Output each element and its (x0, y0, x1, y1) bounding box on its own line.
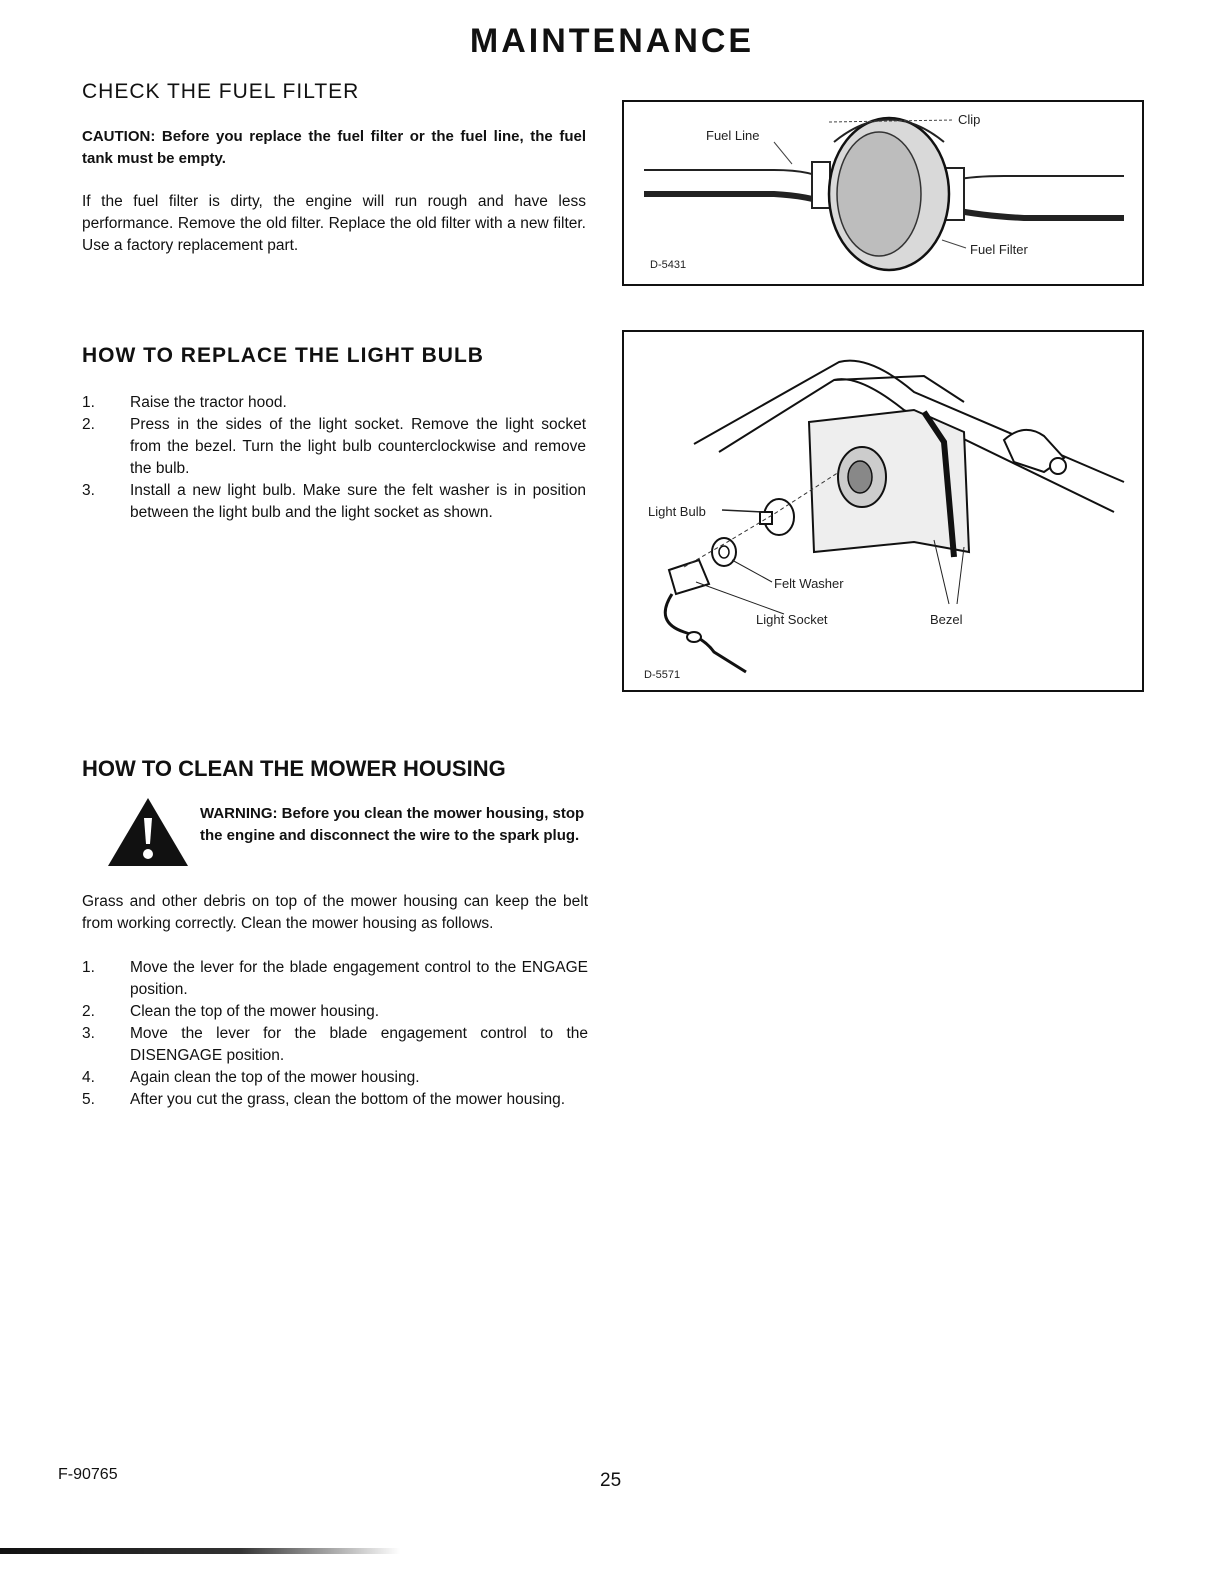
light-bulb-illustration (624, 332, 1142, 690)
mower-step: 4. Again clean the top of the mower housing. (82, 1069, 420, 1086)
clamp-bolt (1050, 458, 1066, 474)
bulb-base (760, 512, 772, 524)
warning-text: Before you clean the mower housing, stop the engine and disconnect the wire to the spark plug. (200, 805, 585, 844)
washer-hole (719, 546, 729, 558)
mower-step: 2. Clean the top of the mower housing. (82, 1003, 380, 1020)
leader-light-socket (696, 582, 784, 614)
mower-step: 3. Move the lever for the blade engagement control to the DISENGAGE position. (82, 1025, 588, 1064)
fuel-filter-figure (622, 100, 1144, 286)
fuel-filter-body: If the fuel filter is dirty, the engine will run rough and have less performance. Remove the old filter. Replace the old filter with a new filter. Use a factory replacement part. (82, 193, 586, 254)
warning-label: WARNING: (200, 805, 278, 822)
leader-light-bulb (722, 510, 764, 512)
light-bulb-heading: HOW TO REPLACE THE LIGHT BULB (82, 344, 484, 367)
mower-steps (82, 957, 588, 1111)
leader-bezel-a (934, 540, 949, 604)
light-bulb-step: 2. Press in the sides of the light socket. Remove the light socket from the bezel. Turn the light bulb counterclockwise and remove the bulb. (82, 416, 586, 477)
fuel-line-right-top (954, 176, 1124, 180)
footer-code: F-90765 (58, 1466, 118, 1483)
clip-left (812, 162, 830, 208)
label-clip: Clip (958, 112, 981, 127)
fuel-line-left-bottom (644, 194, 829, 204)
fuel-filter-caution (82, 126, 586, 170)
page-title: MAINTENANCE (469, 22, 755, 60)
wire-connector (687, 632, 701, 642)
leader-felt-washer (732, 560, 772, 582)
mower-housing-heading: HOW TO CLEAN THE MOWER HOUSING (82, 756, 506, 781)
mower-warning (200, 803, 588, 847)
lamp-reflector (848, 461, 872, 493)
fuel-line-right-bottom (954, 210, 1124, 218)
label-bezel: Bezel (930, 612, 963, 627)
fuel-filter-heading: CHECK THE FUEL FILTER (82, 80, 360, 103)
page-number: 25 (600, 1470, 622, 1491)
caution-label: CAUTION: (82, 128, 156, 145)
light-bulb-figure (622, 330, 1144, 692)
socket-wire (665, 594, 746, 672)
label-fuel-line: Fuel Line (706, 128, 760, 143)
mower-step: 5. After you cut the grass, clean the bottom of the mower housing. (82, 1091, 566, 1108)
label-light-bulb: Light Bulb (648, 504, 706, 519)
filter-face (837, 132, 921, 256)
mower-intro: Grass and other debris on top of the mower housing can keep the belt from working correctly. Clean the mower housing as follows. (82, 893, 588, 932)
caution-text: Before you replace the fuel filter or the fuel line, the fuel tank must be empty. (82, 128, 586, 167)
light-bulb-steps (82, 392, 586, 524)
fuel-filter-illustration (624, 102, 1142, 284)
fuel-line-left-top (644, 170, 829, 182)
light-bulb-step: 1. Raise the tractor hood. (82, 394, 287, 411)
scan-edge-mark (0, 1548, 400, 1554)
figure-code-light: D-5571 (644, 669, 681, 681)
figure-code-fuel: D-5431 (650, 259, 687, 271)
leader-bezel-b (957, 547, 964, 604)
fuel-filter-leader (942, 240, 966, 248)
light-bulb-step: 3. Install a new light bulb. Make sure the felt washer is in position between the light bulb and the light socket as shown. (82, 482, 586, 521)
label-fuel-filter: Fuel Filter (970, 242, 1028, 257)
warning-triangle-icon (106, 796, 190, 868)
light-socket-shape (669, 560, 709, 594)
fuel-line-leader (774, 142, 792, 164)
label-felt-washer: Felt Washer (774, 576, 844, 591)
mower-step: 1. Move the lever for the blade engagement control to the ENGAGE position. (82, 959, 588, 998)
label-light-socket: Light Socket (756, 612, 828, 627)
